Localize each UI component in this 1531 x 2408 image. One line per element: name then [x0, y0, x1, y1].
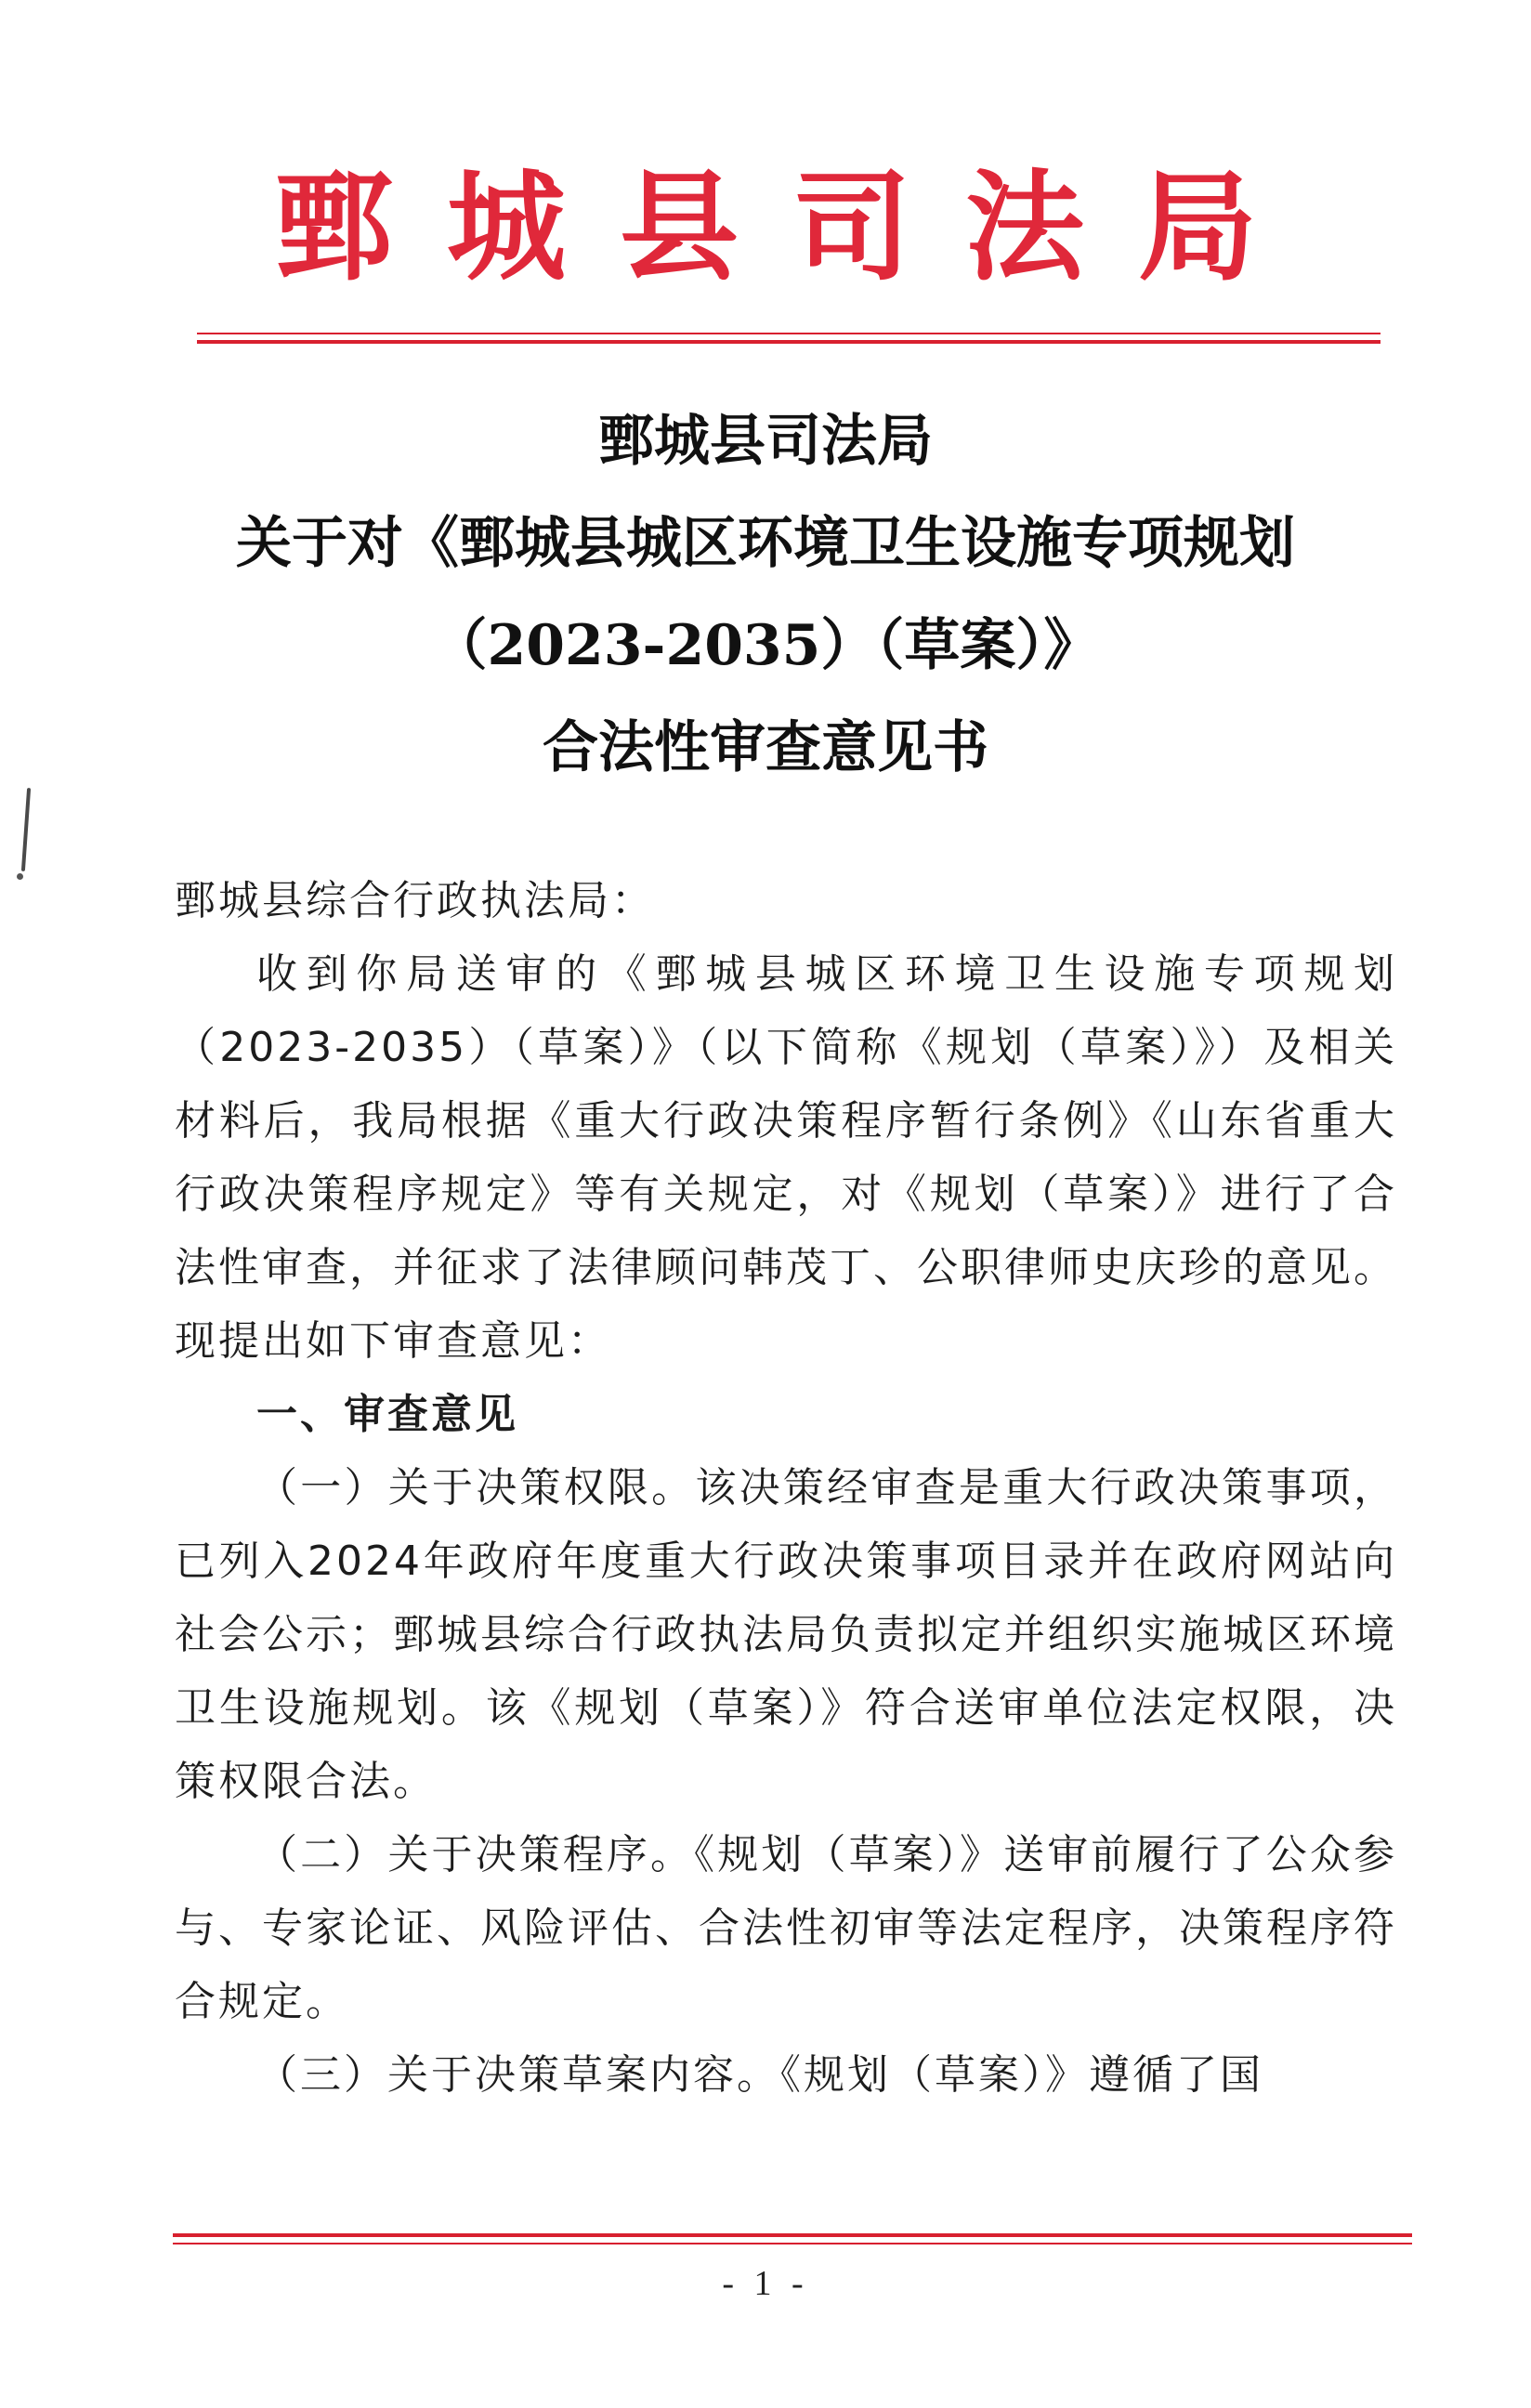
- page-number: - 1 -: [722, 2264, 809, 2303]
- scan-artifact-mark: [21, 788, 31, 871]
- title-line-3: （2023-2035）（草案）》: [431, 613, 1100, 678]
- red-header-org-name: 鄄城县司法局: [273, 158, 1311, 297]
- title-line-1: 鄄城县司法局: [598, 409, 933, 474]
- header-rule-thin-line: [197, 333, 1381, 334]
- opinion-paragraph-2: （二）关于决策程序。《规划（草案）》送审前履行了公众参与、专家论证、风险评估、合法性初审等法定程序，决策程序符合规定。: [175, 1831, 1397, 2025]
- document-title: [139, 390, 1392, 799]
- opinion-paragraph-3: （三）关于决策草案内容。《规划（草案）》遵循了国: [256, 2051, 1263, 2099]
- title-line-4: 合法性审查意见书: [543, 715, 988, 780]
- opinion-paragraph-1: （一）关于决策权限。该决策经审查是重大行政决策事项，已列入2024年政府年度重大行政决策事项目录并在政府网站向社会公示；鄄城县综合行政执法局负责拟定并组织实施城区环境卫生设施规划。该《规划（草案）》符合送审单位法定权限，决策权限合法。: [175, 1464, 1397, 1805]
- header-rule-thick-line: [197, 340, 1381, 344]
- section-heading: 一、审查意见: [256, 1391, 518, 1438]
- footer-rule-thick-line: [173, 2233, 1412, 2237]
- document-body: [175, 864, 1397, 2112]
- scan-artifact-dot: [17, 873, 23, 880]
- intro-paragraph: 收到你局送审的《鄄城县城区环境卫生设施专项规划（2023-2035）（草案）》（以下简称《规划（草案）》）及相关材料后，我局根据《重大行政决策程序暂行条例》《山东省重大行政决策程序规定》等有关规定，对《规划（草案）》进行了合法性审查，并征求了法律顾问韩茂丁、公职律师史庆珍的意见。现提出如下审查意见：: [175, 950, 1397, 1365]
- addressee: 鄄城县综合行政执法局：: [175, 877, 655, 924]
- footer-rule-thin-line: [173, 2243, 1412, 2244]
- title-line-2: 关于对《鄄城县城区环境卫生设施专项规划: [236, 511, 1295, 576]
